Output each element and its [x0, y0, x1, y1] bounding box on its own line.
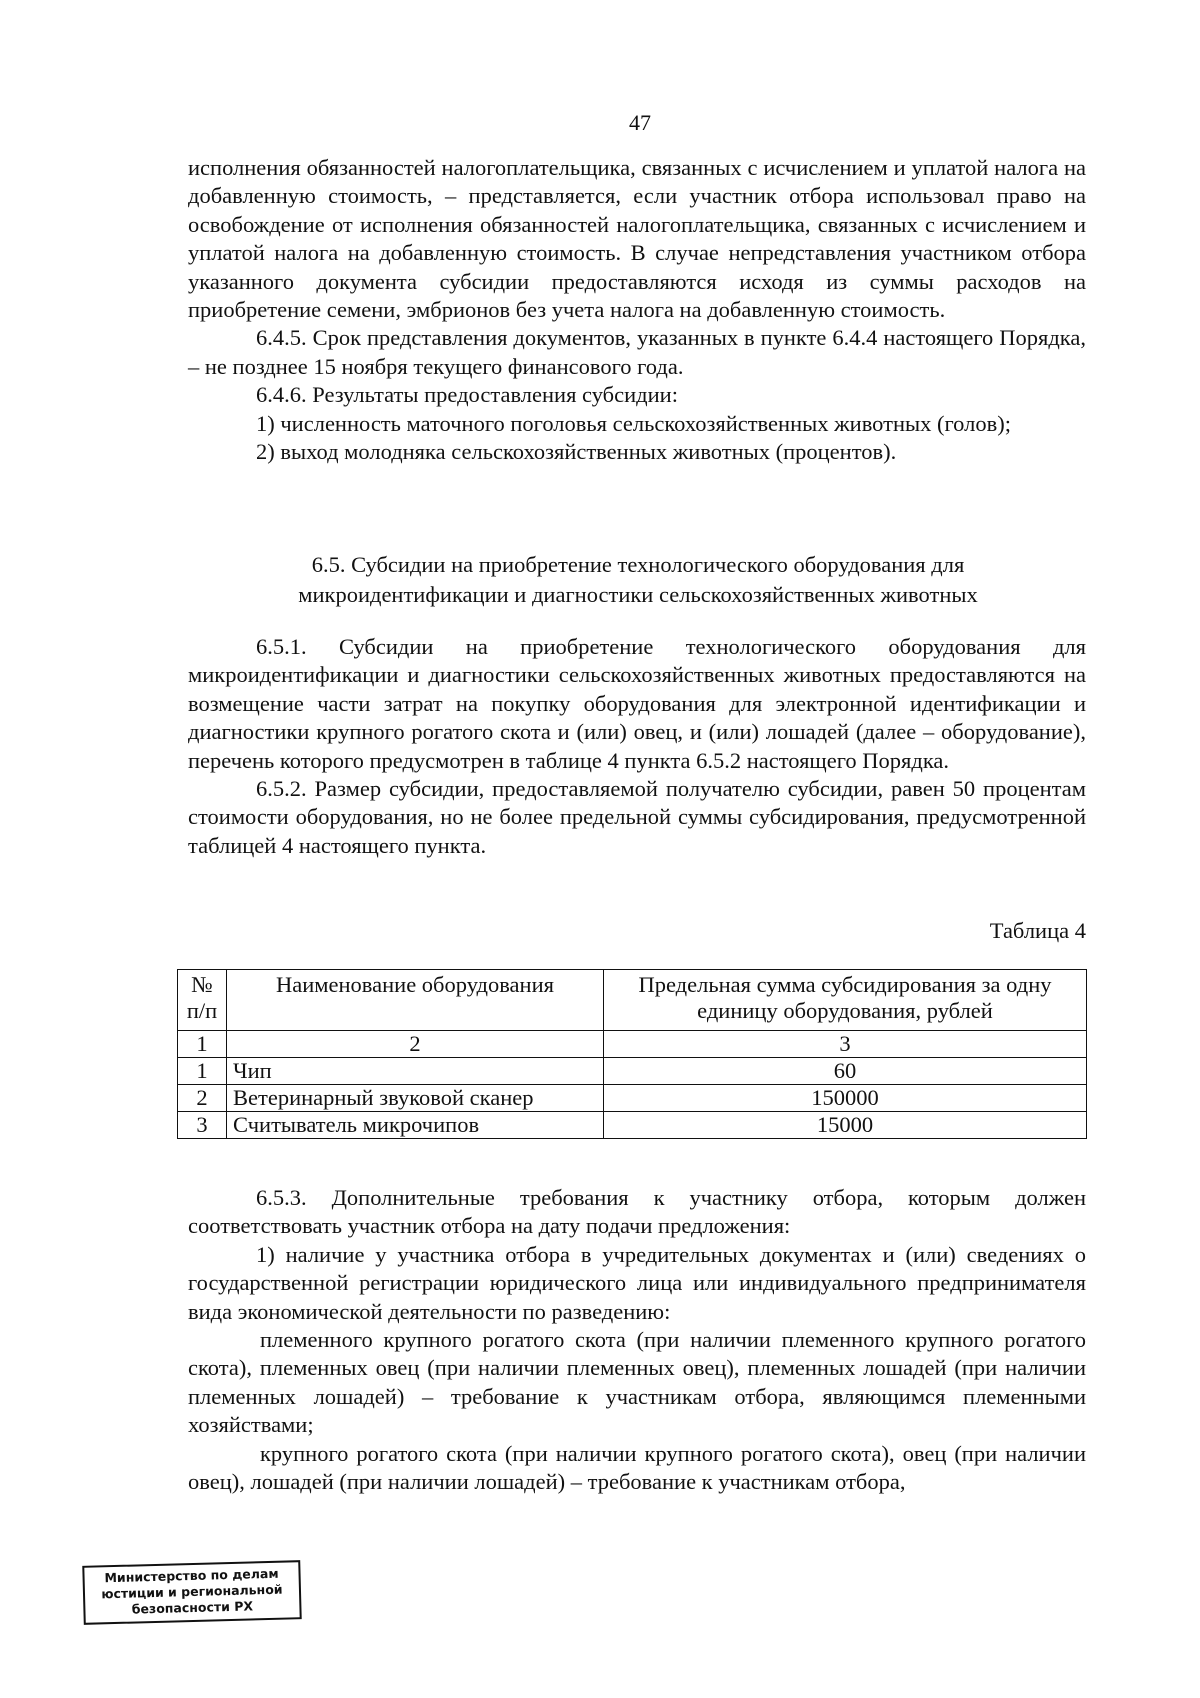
paragraph: исполнения обязанностей налогоплательщика, связанных с исчислением и уплатой налога на добавленную стоимость, – представляется, если участник отбора использовал право на освобождение от исполнения обязанностей налогоплательщика, связанных с исчислением и уплатой налога на добавленную стоимость. В случае непредставления участником отбора указанного документа субсидии предоставляются исходя из суммы расходов на приобретение семени, эмбрионов без учета налога на добавленную стоимость.: [188, 155, 1086, 323]
header-cell-name: Наименование оборудования: [227, 970, 604, 1031]
table-cell: 3: [604, 1031, 1087, 1058]
table-index-row: [178, 1031, 1087, 1058]
paragraph: 6.5.2. Размер субсидии, предоставляемой получателю субсидии, равен 50 процентам стоимости оборудования, но не более предельной суммы субсидирования, предусмотренной таблицей 4 настоящего пункта.: [188, 776, 1086, 858]
table-cell: Ветеринарный звуковой сканер: [227, 1085, 604, 1112]
heading-line: 6.5. Субсидии на приобретение технологического оборудования для: [311, 552, 965, 577]
paragraph: 6.4.5. Срок представления документов, указанных в пункте 6.4.4 настоящего Порядка, – не позднее 15 ноября текущего финансового года.: [188, 325, 1086, 379]
page-number: 47: [629, 110, 651, 135]
stamp-line: юстиции и региональной: [101, 1581, 283, 1602]
table-caption: Таблица 4: [989, 918, 1086, 943]
paragraph: крупного рогатого скота (при наличии крупного рогатого скота), овец (при наличии овец), лошадей (при наличии лошадей) – требование к участникам отбора,: [188, 1440, 1086, 1495]
table-cell: 2: [178, 1085, 227, 1112]
paragraph: 6.5.3. Дополнительные требования к участнику отбора, которым должен соответствовать участник отбора на дату подачи предложения:: [188, 1185, 1086, 1239]
paragraph: 2) выход молодняка сельскохозяйственных животных (процентов).: [256, 439, 897, 465]
header-cell-number: № п/п: [178, 970, 227, 1031]
table-cell: Чип: [227, 1058, 604, 1085]
table-cell: 60: [604, 1058, 1087, 1085]
paragraph: 6.4.6. Результаты предоставления субсидии:: [256, 382, 678, 408]
section-heading: [188, 550, 1088, 610]
table-cell: 1: [178, 1031, 227, 1058]
paragraph: 1) численность маточного поголовья сельскохозяйственных животных (голов);: [256, 410, 1011, 436]
heading-line: микроидентификации и диагностики сельскохозяйственных животных: [298, 582, 978, 607]
ministry-stamp: [82, 1560, 301, 1625]
table-row: [178, 1085, 1087, 1112]
paragraph: племенного крупного рогатого скота (при наличии племенного крупного рогатого скота), племенных овец (при наличии племенных овец), племенных лошадей (при наличии племенных лошадей) – требование к участникам отбора, являющимся племенными хозяйствами;: [188, 1327, 1086, 1438]
table-header-row: [178, 970, 1087, 1031]
table-cell: 1: [178, 1058, 227, 1085]
header-cell-amount: Предельная сумма субсидирования за одну единицу оборудования, рублей: [604, 970, 1087, 1031]
text-block-1: [188, 154, 1086, 466]
stamp-line: безопасности РХ: [131, 1598, 254, 1617]
table-cell: 3: [178, 1112, 227, 1139]
stamp-line: Министерство по делам: [104, 1565, 279, 1586]
paragraph: 6.5.1. Субсидии на приобретение технологического оборудования для микроидентификации и диагностики сельскохозяйственных животных предоставляются на возмещение части затрат на покупку оборудования для электронной идентификации и диагностики крупного рогатого скота и (или) овец, и (или) лошадей (далее – оборудование), перечень которого предусмотрен в таблице 4 пункта 6.5.2 настоящего Порядка.: [188, 634, 1086, 773]
table-cell: 2: [227, 1031, 604, 1058]
table-cell: 15000: [604, 1112, 1087, 1139]
text-block-3: [188, 1184, 1086, 1496]
table-cell: 150000: [604, 1085, 1087, 1112]
table-row: [178, 1058, 1087, 1085]
text-block-2: [188, 633, 1086, 860]
table-cell: Считыватель микрочипов: [227, 1112, 604, 1139]
equipment-table: [177, 969, 1087, 1139]
table-row: [178, 1112, 1087, 1139]
paragraph: 1) наличие у участника отбора в учредительных документах и (или) сведениях о государственной регистрации юридического лица или индивидуального предпринимателя вида экономической деятельности по разведению:: [188, 1241, 1086, 1324]
